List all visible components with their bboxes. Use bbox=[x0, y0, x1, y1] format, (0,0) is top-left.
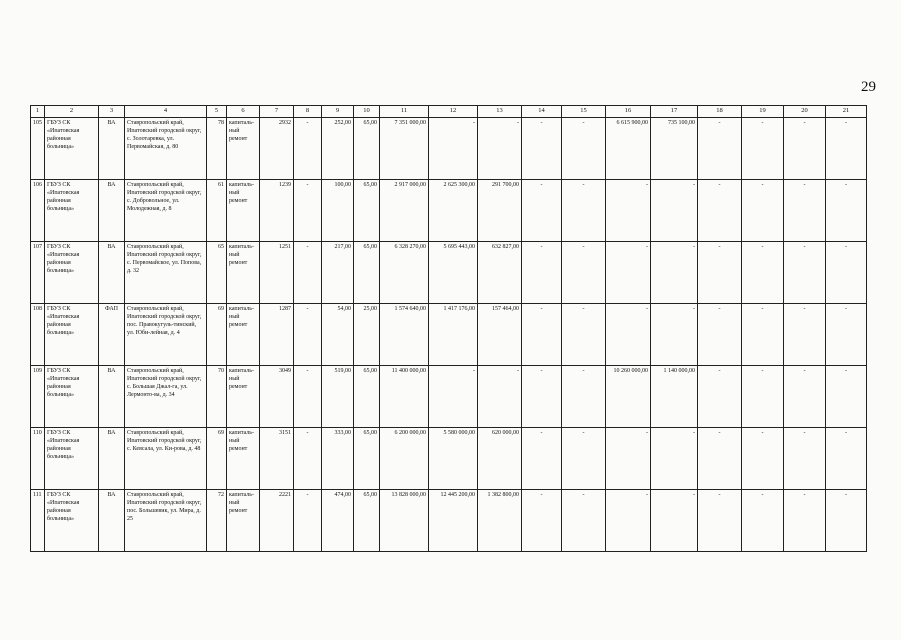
table-cell-c14: - bbox=[522, 490, 562, 552]
table-cell-c8: - bbox=[294, 366, 322, 428]
column-header: 5 bbox=[207, 106, 227, 118]
table-cell-c7: 2932 bbox=[260, 118, 294, 180]
table-cell-c16: - bbox=[606, 490, 651, 552]
table-cell-type: ВА bbox=[99, 118, 125, 180]
table-cell-c10: 65,00 bbox=[354, 118, 380, 180]
table-cell-c16: - bbox=[606, 242, 651, 304]
column-header: 19 bbox=[742, 106, 784, 118]
table-cell-c15: - bbox=[562, 180, 606, 242]
table-row bbox=[31, 242, 867, 304]
table-cell-work: капиталь-ный ремонт bbox=[227, 242, 260, 304]
table-cell-c8: - bbox=[294, 428, 322, 490]
table-cell-c18: - bbox=[698, 428, 742, 490]
table-cell-c21: - bbox=[826, 180, 867, 242]
column-header: 20 bbox=[784, 106, 826, 118]
table-cell-c5: 69 bbox=[207, 304, 227, 366]
column-header: 17 bbox=[651, 106, 698, 118]
page-number: 29 bbox=[861, 79, 876, 95]
table-cell-c12: 5 695 443,00 bbox=[429, 242, 478, 304]
table-cell-c16: - bbox=[606, 304, 651, 366]
table-cell-c12: - bbox=[429, 366, 478, 428]
table-cell-c11: 6 328 270,00 bbox=[380, 242, 429, 304]
table-cell-c16: 6 615 900,00 bbox=[606, 118, 651, 180]
table-cell-org: ГБУЗ СК «Ипатовская районная больница» bbox=[45, 490, 99, 552]
table-cell-n: 106 bbox=[31, 180, 45, 242]
column-header: 21 bbox=[826, 106, 867, 118]
table-row bbox=[31, 366, 867, 428]
column-header: 12 bbox=[429, 106, 478, 118]
table-cell-c12: 2 625 300,00 bbox=[429, 180, 478, 242]
table-cell-c21: - bbox=[826, 428, 867, 490]
table-cell-c19: - bbox=[742, 180, 784, 242]
table-cell-c11: 1 574 640,00 bbox=[380, 304, 429, 366]
column-header: 15 bbox=[562, 106, 606, 118]
table-cell-c17: - bbox=[651, 304, 698, 366]
table-cell-c11: 2 917 000,00 bbox=[380, 180, 429, 242]
table-cell-c20: - bbox=[784, 304, 826, 366]
table-cell-c19: - bbox=[742, 304, 784, 366]
table-cell-c20: - bbox=[784, 428, 826, 490]
table-cell-c20: - bbox=[784, 366, 826, 428]
table-cell-org: ГБУЗ СК «Ипатовская районная больница» bbox=[45, 428, 99, 490]
table-cell-c15: - bbox=[562, 428, 606, 490]
table-cell-c5: 61 bbox=[207, 180, 227, 242]
table-cell-address: Ставропольский край, Ипатовский городской округ, с. Добровольное, ул. Молодежная, д. 8 bbox=[125, 180, 207, 242]
table-cell-c18: - bbox=[698, 242, 742, 304]
table-cell-c9: 474,00 bbox=[322, 490, 354, 552]
column-header: 10 bbox=[354, 106, 380, 118]
table-cell-n: 108 bbox=[31, 304, 45, 366]
table-cell-address: Ставропольский край, Ипатовский городской округ, пос. Правокугуль-тинский, ул. Юби-лейная, д. 4 bbox=[125, 304, 207, 366]
table-cell-c20: - bbox=[784, 490, 826, 552]
table-cell-c19: - bbox=[742, 118, 784, 180]
table-cell-c15: - bbox=[562, 304, 606, 366]
table-cell-c18: - bbox=[698, 490, 742, 552]
table-cell-c17: 1 140 000,00 bbox=[651, 366, 698, 428]
table-row bbox=[31, 304, 867, 366]
table-cell-c5: 78 bbox=[207, 118, 227, 180]
table-cell-org: ГБУЗ СК «Ипатовская районная больница» bbox=[45, 242, 99, 304]
table-cell-c19: - bbox=[742, 366, 784, 428]
column-header: 6 bbox=[227, 106, 260, 118]
table-cell-type: ВА bbox=[99, 490, 125, 552]
table-cell-work: капиталь-ный ремонт bbox=[227, 118, 260, 180]
table-cell-c14: - bbox=[522, 428, 562, 490]
table-cell-c18: - bbox=[698, 118, 742, 180]
table-cell-c15: - bbox=[562, 242, 606, 304]
column-header: 9 bbox=[322, 106, 354, 118]
table-cell-c11: 6 200 000,00 bbox=[380, 428, 429, 490]
table-cell-c13: 291 700,00 bbox=[478, 180, 522, 242]
table-cell-c14: - bbox=[522, 118, 562, 180]
table-cell-c8: - bbox=[294, 118, 322, 180]
table-cell-c12: 5 580 000,00 bbox=[429, 428, 478, 490]
table-cell-type: ВА bbox=[99, 366, 125, 428]
table-cell-n: 107 bbox=[31, 242, 45, 304]
table-cell-c8: - bbox=[294, 490, 322, 552]
table-cell-c14: - bbox=[522, 242, 562, 304]
table-row bbox=[31, 490, 867, 552]
table-cell-c17: 735 100,00 bbox=[651, 118, 698, 180]
table-cell-c14: - bbox=[522, 304, 562, 366]
table-cell-c11: 11 400 000,00 bbox=[380, 366, 429, 428]
column-header: 7 bbox=[260, 106, 294, 118]
table-cell-c13: - bbox=[478, 118, 522, 180]
table-cell-c16: 10 260 000,00 bbox=[606, 366, 651, 428]
table-cell-c21: - bbox=[826, 118, 867, 180]
table-cell-c10: 25,00 bbox=[354, 304, 380, 366]
table-cell-n: 111 bbox=[31, 490, 45, 552]
table-cell-type: ВА bbox=[99, 180, 125, 242]
table-cell-c8: - bbox=[294, 242, 322, 304]
table-cell-c15: - bbox=[562, 118, 606, 180]
table-cell-c12: - bbox=[429, 118, 478, 180]
column-header: 2 bbox=[45, 106, 99, 118]
table-row bbox=[31, 118, 867, 180]
table-cell-type: ВА bbox=[99, 428, 125, 490]
table-cell-c19: - bbox=[742, 490, 784, 552]
table-cell-c9: 54,00 bbox=[322, 304, 354, 366]
table-cell-c17: - bbox=[651, 490, 698, 552]
column-header: 8 bbox=[294, 106, 322, 118]
table-cell-address: Ставропольский край, Ипатовский городской округ, с. Кевсала, ул. Ки-рова, д. 48 bbox=[125, 428, 207, 490]
table-cell-c17: - bbox=[651, 242, 698, 304]
table-cell-c13: 157 464,00 bbox=[478, 304, 522, 366]
table-cell-c21: - bbox=[826, 366, 867, 428]
table-cell-c17: - bbox=[651, 428, 698, 490]
table-cell-c15: - bbox=[562, 490, 606, 552]
table-cell-c16: - bbox=[606, 428, 651, 490]
table-cell-c17: - bbox=[651, 180, 698, 242]
table-cell-c10: 65,00 bbox=[354, 366, 380, 428]
column-header: 3 bbox=[99, 106, 125, 118]
column-header: 1 bbox=[31, 106, 45, 118]
table-cell-c20: - bbox=[784, 118, 826, 180]
table-cell-address: Ставропольский край, Ипатовский городской округ, с. Первомайское, ул. Попова, д. 32 bbox=[125, 242, 207, 304]
table-cell-org: ГБУЗ СК «Ипатовская районная больница» bbox=[45, 366, 99, 428]
table-cell-c20: - bbox=[784, 242, 826, 304]
table-cell-c11: 7 351 000,00 bbox=[380, 118, 429, 180]
table-cell-work: капиталь-ный ремонт bbox=[227, 366, 260, 428]
table-cell-work: капиталь-ный ремонт bbox=[227, 490, 260, 552]
table-cell-c7: 3049 bbox=[260, 366, 294, 428]
column-header: 4 bbox=[125, 106, 207, 118]
table-cell-c7: 1287 bbox=[260, 304, 294, 366]
table-cell-c18: - bbox=[698, 366, 742, 428]
table-cell-c21: - bbox=[826, 242, 867, 304]
table-cell-c9: 252,00 bbox=[322, 118, 354, 180]
table-cell-c18: - bbox=[698, 180, 742, 242]
table-cell-c7: 3151 bbox=[260, 428, 294, 490]
table-cell-c9: 519,00 bbox=[322, 366, 354, 428]
table-cell-c21: - bbox=[826, 490, 867, 552]
table-row bbox=[31, 428, 867, 490]
table-cell-c14: - bbox=[522, 366, 562, 428]
table-cell-c11: 13 828 000,00 bbox=[380, 490, 429, 552]
table-cell-c7: 1251 bbox=[260, 242, 294, 304]
table-cell-address: Ставропольский край, Ипатовский городской округ, с. Большая Джал-га, ул. Лермонто-ва, д. 34 bbox=[125, 366, 207, 428]
table-cell-c10: 65,00 bbox=[354, 428, 380, 490]
table-cell-c13: 1 382 800,00 bbox=[478, 490, 522, 552]
table-cell-type: ФАП bbox=[99, 304, 125, 366]
table-cell-c5: 69 bbox=[207, 428, 227, 490]
table-cell-c9: 333,00 bbox=[322, 428, 354, 490]
table-cell-n: 110 bbox=[31, 428, 45, 490]
table-cell-c18: - bbox=[698, 304, 742, 366]
table-cell-c5: 72 bbox=[207, 490, 227, 552]
table-cell-work: капиталь-ный ремонт bbox=[227, 428, 260, 490]
table-cell-org: ГБУЗ СК «Ипатовская районная больница» bbox=[45, 304, 99, 366]
table-cell-c15: - bbox=[562, 366, 606, 428]
table-cell-org: ГБУЗ СК «Ипатовская районная больница» bbox=[45, 118, 99, 180]
capital-repair-table bbox=[30, 105, 867, 552]
table-cell-c7: 1239 bbox=[260, 180, 294, 242]
table-cell-work: капиталь-ный ремонт bbox=[227, 180, 260, 242]
table-cell-n: 109 bbox=[31, 366, 45, 428]
table-cell-c12: 12 445 200,00 bbox=[429, 490, 478, 552]
column-header: 11 bbox=[380, 106, 429, 118]
table-cell-address: Ставропольский край, Ипатовский городской округ, пос. Большевик, ул. Мира, д. 25 bbox=[125, 490, 207, 552]
table-cell-c16: - bbox=[606, 180, 651, 242]
table-cell-c12: 1 417 176,00 bbox=[429, 304, 478, 366]
table-cell-c7: 2221 bbox=[260, 490, 294, 552]
table-cell-c21: - bbox=[826, 304, 867, 366]
column-header: 18 bbox=[698, 106, 742, 118]
table-cell-c19: - bbox=[742, 428, 784, 490]
table-cell-c9: 217,00 bbox=[322, 242, 354, 304]
table-cell-work: капиталь-ный ремонт bbox=[227, 304, 260, 366]
table-cell-c5: 65 bbox=[207, 242, 227, 304]
table-cell-c13: 620 000,00 bbox=[478, 428, 522, 490]
table-cell-c8: - bbox=[294, 304, 322, 366]
table-cell-c19: - bbox=[742, 242, 784, 304]
table-cell-c10: 65,00 bbox=[354, 490, 380, 552]
table-row bbox=[31, 180, 867, 242]
table-cell-address: Ставропольский край, Ипатовский городской округ, с. Золотаревка, ул. Первомайская, д. 80 bbox=[125, 118, 207, 180]
table-cell-c13: - bbox=[478, 366, 522, 428]
column-header: 14 bbox=[522, 106, 562, 118]
table-header-row bbox=[31, 106, 867, 118]
table-cell-org: ГБУЗ СК «Ипатовская районная больница» bbox=[45, 180, 99, 242]
table-cell-c10: 65,00 bbox=[354, 242, 380, 304]
table-cell-c9: 100,00 bbox=[322, 180, 354, 242]
table-cell-type: ВА bbox=[99, 242, 125, 304]
table-cell-c5: 70 bbox=[207, 366, 227, 428]
table-cell-c20: - bbox=[784, 180, 826, 242]
table-cell-c14: - bbox=[522, 180, 562, 242]
table-cell-c13: 632 827,00 bbox=[478, 242, 522, 304]
column-header: 13 bbox=[478, 106, 522, 118]
column-header: 16 bbox=[606, 106, 651, 118]
table-cell-c10: 65,00 bbox=[354, 180, 380, 242]
table-cell-c8: - bbox=[294, 180, 322, 242]
table-cell-n: 105 bbox=[31, 118, 45, 180]
